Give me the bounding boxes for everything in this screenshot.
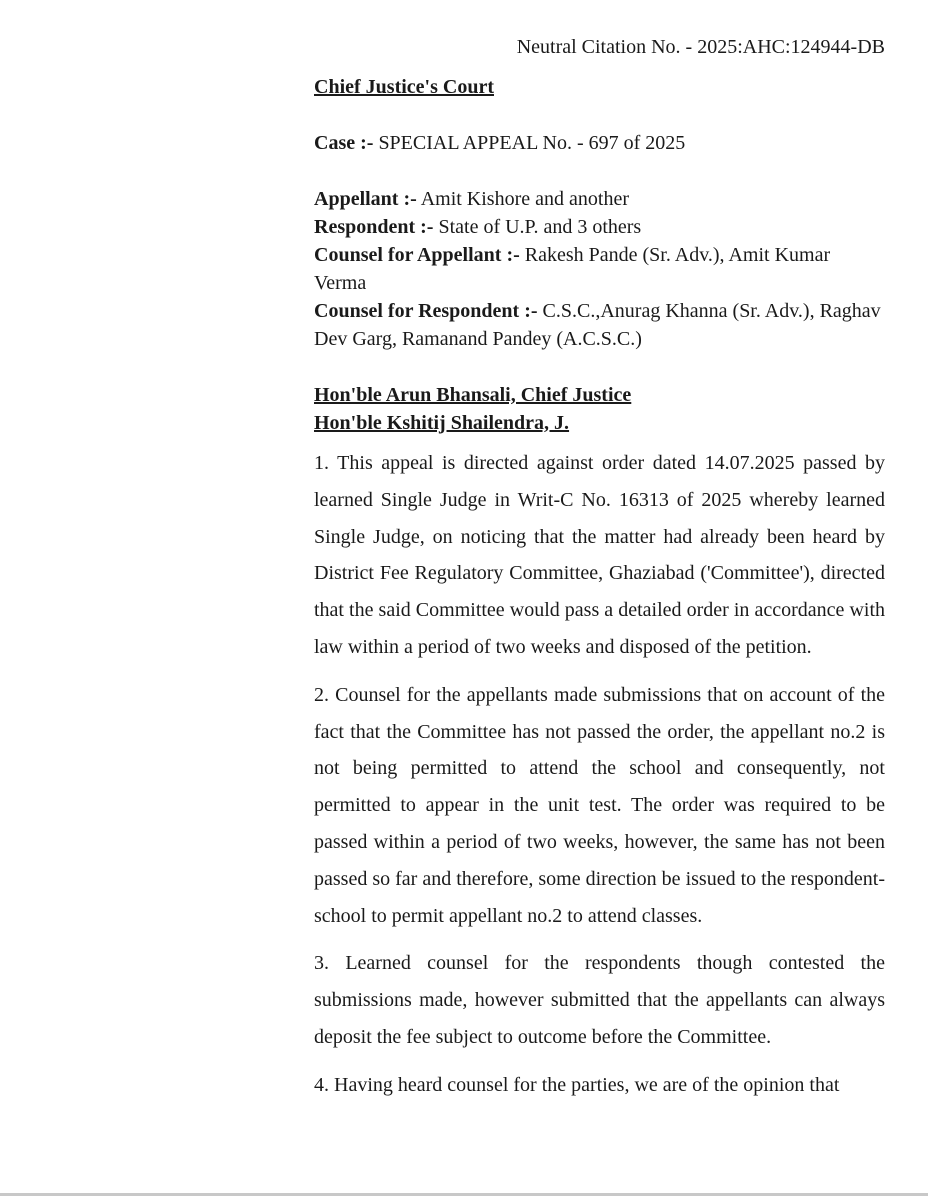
paragraph-3: 3. Learned counsel for the respondents though contested the submissions made, however submitted that the appellants can always deposit the fee subject to outcome before the Committee. [314,952,885,1048]
court-name: Chief Justice's Court [314,76,494,98]
counsel-appellant-label: Counsel for Appellant :- [314,244,520,266]
judge-puisne: Hon'ble Kshitij Shailendra, J. [314,412,570,434]
case-label: Case :- [314,132,374,154]
bench-block [314,381,885,437]
neutral-citation: Neutral Citation No. - 2025:AHC:124944-DB [516,36,885,58]
respondent-row [314,213,885,241]
appellant-row [314,185,885,213]
appellant-value: Amit Kishore and another [416,188,629,210]
counsel-respondent-value: C.S.C.,Anurag Khanna (Sr. Adv.), Raghav Dev Garg, Ramanand Pandey (A.C.S.C.) [314,300,881,350]
counsel-appellant-value: Rakesh Pande (Sr. Adv.), Amit Kumar Verma [314,244,831,294]
page-bottom-divider [0,1193,928,1196]
paragraph-4: 4. Having heard counsel for the parties, we are of the opinion that [314,1073,840,1096]
counsel-respondent-label: Counsel for Respondent :- [314,300,538,322]
appellant-label: Appellant :- [314,188,417,210]
order-document [314,73,885,1104]
paragraph-2: 2. Counsel for the appellants made submissions that on account of the fact that the Committee has not passed the order, the appellant no.2 is not being permitted to attend the school and consequently, not permitted to appear in the unit test. The order was required to be passed within a period of two weeks, however, the same has not been passed so far and therefore, some direction be issued to the respondent-school to permit appellant no.2 to attend classes. [314,683,885,927]
paragraph-1: 1. This appeal is directed against order dated 14.07.2025 passed by learned Single Judge in Writ-C No. 16313 of 2025 whereby learned Single Judge, on noticing that the matter had already been heard by District Fee Regulatory Committee, Ghaziabad ('Committee'), directed that the said Committee would pass a detailed order in accordance with law within a period of two weeks and disposed of the petition. [314,452,885,658]
respondent-label: Respondent :- [314,216,434,238]
counsel-appellant-row [314,241,885,297]
respondent-value: State of U.P. and 3 others [433,216,642,238]
parties-block [314,185,885,353]
judge-chief-justice: Hon'ble Arun Bhansali, Chief Justice [314,384,632,406]
counsel-respondent-row [314,297,885,353]
case-value: SPECIAL APPEAL No. - 697 of 2025 [373,132,686,154]
case-number [314,129,885,157]
